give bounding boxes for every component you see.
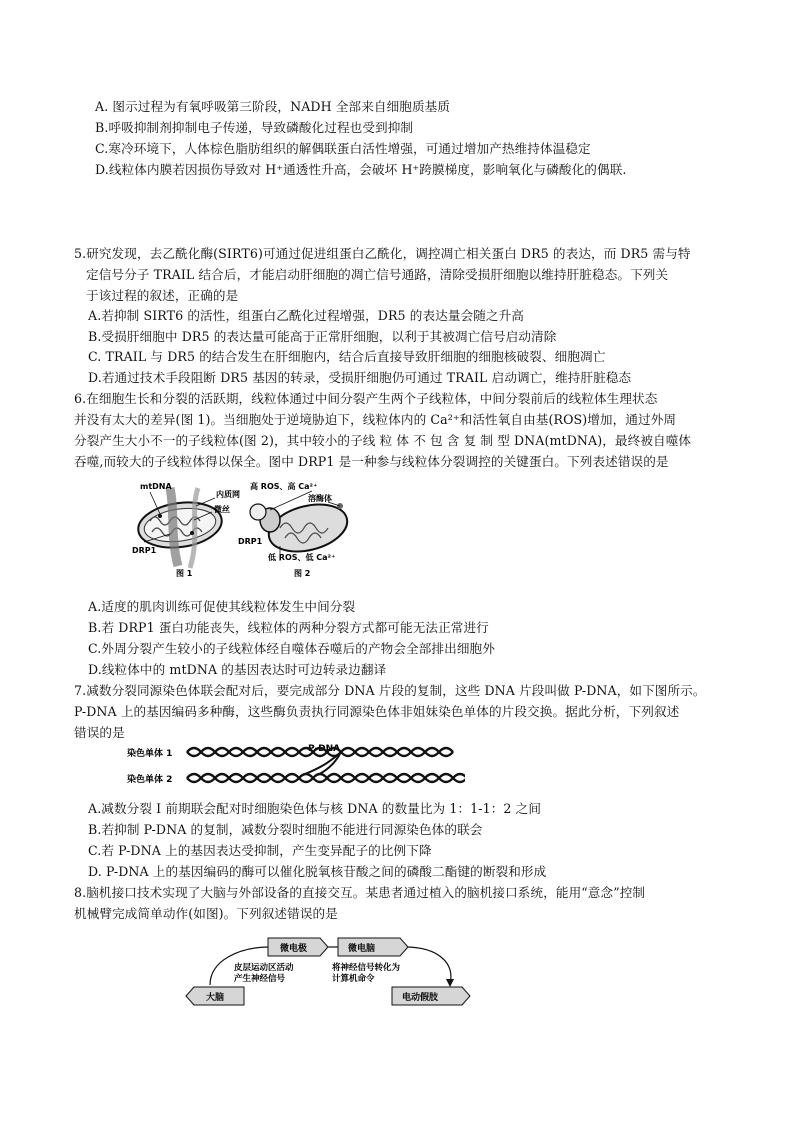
q6-stem-line-4: 吞噬,而较大的子线粒体得以保全。图中 DRP1 是一种参与线粒体分裂调控的关键蛋白。下列表述错误的是: [74, 454, 669, 469]
label-chromatid-2: 染色单体 2: [127, 775, 173, 785]
chromatid-2-helix: [187, 774, 465, 782]
q7-option-d: D. P-DNA 上的基因编码的酶可以催化脱氧核苷酸之间的磷酸二酯键的断裂和形成: [88, 864, 547, 879]
q5-option-d: D.若通过技术手段阻断 DR5 基因的转录，受损肝细胞仍可通过 TRAIL 启动调亡，维持肝脏稳态: [88, 370, 632, 385]
note-neural-signal: 产生神经信号: [234, 974, 286, 984]
note-computer-command: 计算机命令: [332, 974, 375, 984]
q5-stem-line-2: 定信号分子 TRAIL 结合后，才能启动肝细胞的凋亡信号通路，清除受损肝细胞以维持肝脏稳态。下列关: [86, 267, 669, 282]
q6-option-d: D.线粒体中的 mtDNA 的基因表达时可边转录边翻译: [88, 662, 387, 677]
q8-stem-line-1: 8.脑机接口技术实现了大脑与外部设备的直接交互。某患者通过植入的脑机接口系统，能用“意念”控制: [74, 885, 646, 900]
q6-option-c: C.外周分裂产生较小的子线粒体经自噬体吞噬后的产物会全部排出细胞外: [88, 641, 495, 656]
caption-figure-2: 图 2: [294, 569, 311, 578]
label-mtdna: mtDNA: [140, 482, 172, 491]
mitochondria-division-figure: [130, 476, 360, 581]
label-high-ros-ca: 高 ROS、高 Ca²⁺: [250, 482, 318, 491]
q5-option-b: B.受损肝细胞中 DR5 的表达量可能高于正常肝细胞，以利于其被凋亡信号启动清除: [88, 329, 557, 344]
box-microelectrode: [268, 938, 328, 956]
q6-stem-line-3: 分裂产生大小不一的子线粒体(图 2)，其中较小的子线 粒 体 不 包 含 复 制 型 DNA(mtDNA)，最终被自噬体: [74, 433, 692, 448]
q4-option-c: C.寒冷环境下，人体棕色脂肪组织的解偶联蛋白活性增强，可通过增加产热维持体温稳定: [95, 141, 591, 156]
q4-option-d: D.线粒体内膜若因损伤导致对 H⁺通透性升高，会破坏 H⁺跨膜梯度，影响氧化与磷酸化的偶联.: [95, 162, 627, 177]
label-microfilament: 微丝: [214, 505, 230, 514]
q6-option-b: B.若 DRP1 蛋白功能丧失，线粒体的两种分裂方式都可能无法正常进行: [88, 620, 489, 635]
q4-option-a: A. 图示过程为有氧呼吸第三阶段，NADH 全部来自细胞质基质: [95, 99, 451, 114]
q6-stem-line-1: 6.在细胞生长和分裂的活跃期，线粒体通过中间分裂产生两个子线粒体，中间分裂前后的线粒体生理状态: [74, 391, 658, 406]
figure-2-mitochondrion: [250, 491, 352, 561]
label-drp1-fig2: DRP1: [238, 537, 263, 546]
svg-text:微电脑: 微电脑: [348, 944, 376, 954]
figure-1-mitochondrion: [135, 488, 224, 568]
q7-option-a: A.减数分裂 I 前期联会配对时细胞染色体与核 DNA 的数量比为 1：1-1：2 之间: [88, 801, 542, 816]
label-p-dna: P-DNA: [308, 744, 341, 754]
svg-text:电动假肢: 电动假肢: [402, 993, 439, 1003]
note-convert-signal: 将神经信号转化为: [332, 963, 401, 973]
q7-stem-line-1: 7.减数分裂同源染色体联会配对后，要完成部分 DNA 片段的复制，这些 DNA 片段叫做 P-DNA，如下图所示。: [74, 683, 706, 698]
q7-option-b: B.若抑制 P-DNA 的复制，减数分裂时细胞不能进行同源染色体的联会: [88, 822, 483, 837]
q5-stem-line-3: 于该过程的叙述，正确的是: [86, 288, 239, 303]
label-er: 内质网: [216, 490, 240, 499]
q6-stem-line-2: 并没有太大的差异(图 1)。当细胞处于逆境胁迫下，线粒体内的 Ca²⁺和活性氧自由基(ROS)增加，通过外周: [74, 412, 677, 427]
label-lysosome: 溶酶体: [308, 494, 332, 503]
q7-stem-line-2: P-DNA 上的基因编码多种酶，这些酶负责执行同源染色体非姐妹染色单体的片段交换。据此分析，下列叙述: [74, 704, 680, 719]
box-prosthesis: [392, 987, 470, 1005]
flow-arc-right: [405, 947, 451, 983]
q5-option-c: C. TRAIL 与 DR5 的结合发生在肝细胞内，结合后直接导致肝细胞的细胞核破裂、细胞凋亡: [88, 349, 606, 364]
svg-text:大脑: 大脑: [206, 993, 225, 1003]
box-brain: [186, 987, 244, 1005]
q5-stem-line-1: 5.研究发现，去乙酰化酶(SIRT6)可通过促进组蛋白乙酰化，调控凋亡相关蛋白 DR5 的表达，而 DR5 需与特: [74, 246, 691, 261]
q5-option-a: A.若抑制 SIRT6 的活性，组蛋白乙酰化过程增强，DR5 的表达量会随之升高: [88, 308, 525, 323]
q7-stem-line-3: 错误的是: [74, 725, 125, 740]
note-cortex-activity: 皮层运动区活动: [234, 963, 294, 973]
brain-computer-interface-figure: [180, 935, 480, 1015]
q7-option-c: C.若 P-DNA 上的基因表达受抑制，产生变异配子的比例下降: [88, 843, 432, 858]
box-microcomputer: [338, 938, 408, 956]
q6-option-a: A.适度的肌肉训练可促使其线粒体发生中间分裂: [88, 599, 356, 614]
q4-option-b: B.呼吸抑制剂抑制电子传递，导致磷酸化过程也受到抑制: [95, 120, 414, 135]
label-low-ros-ca: 低 ROS、低 Ca²⁺: [268, 553, 336, 562]
q8-stem-line-2: 机械臂完成简单动作(如图)。下列叙述错误的是: [74, 906, 338, 921]
caption-figure-1: 图 1: [176, 569, 193, 578]
svg-text:微电极: 微电极: [280, 944, 308, 954]
p-dna-figure: [125, 742, 465, 792]
label-drp1-fig1: DRP1: [132, 546, 157, 555]
label-chromatid-1: 染色单体 1: [127, 749, 173, 759]
